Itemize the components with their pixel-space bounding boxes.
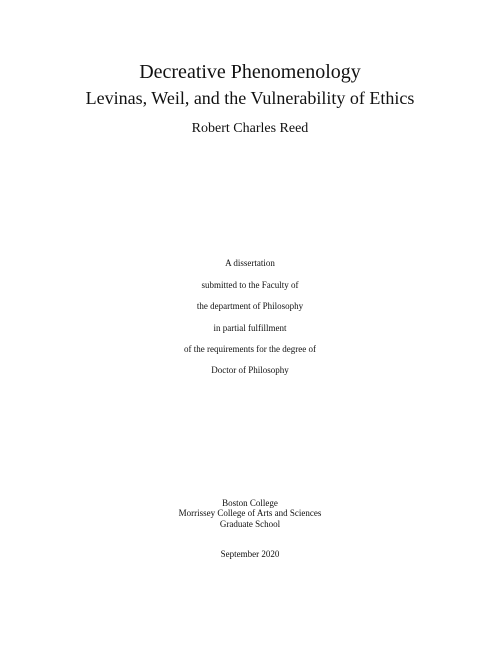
statement-line: submitted to the Faculty of bbox=[201, 280, 299, 290]
statement-line: of the requirements for the degree of bbox=[184, 344, 316, 354]
submission-date: September 2020 bbox=[220, 549, 280, 559]
statement-line: Doctor of Philosophy bbox=[211, 365, 289, 375]
institution-line: Morrissey College of Arts and Sciences bbox=[178, 508, 322, 518]
author-name: Robert Charles Reed bbox=[191, 121, 309, 136]
statement-line: the department of Philosophy bbox=[196, 301, 304, 311]
institution-line: Boston College bbox=[222, 498, 278, 508]
statement-line: A dissertation bbox=[225, 258, 275, 268]
institution-line: Graduate School bbox=[219, 519, 281, 529]
dissertation-subtitle: Levinas, Weil, and the Vulnerability of Ethics bbox=[85, 88, 415, 108]
statement-line: in partial fulfillment bbox=[213, 323, 287, 333]
dissertation-title: Decreative Phenomenology bbox=[139, 61, 361, 83]
